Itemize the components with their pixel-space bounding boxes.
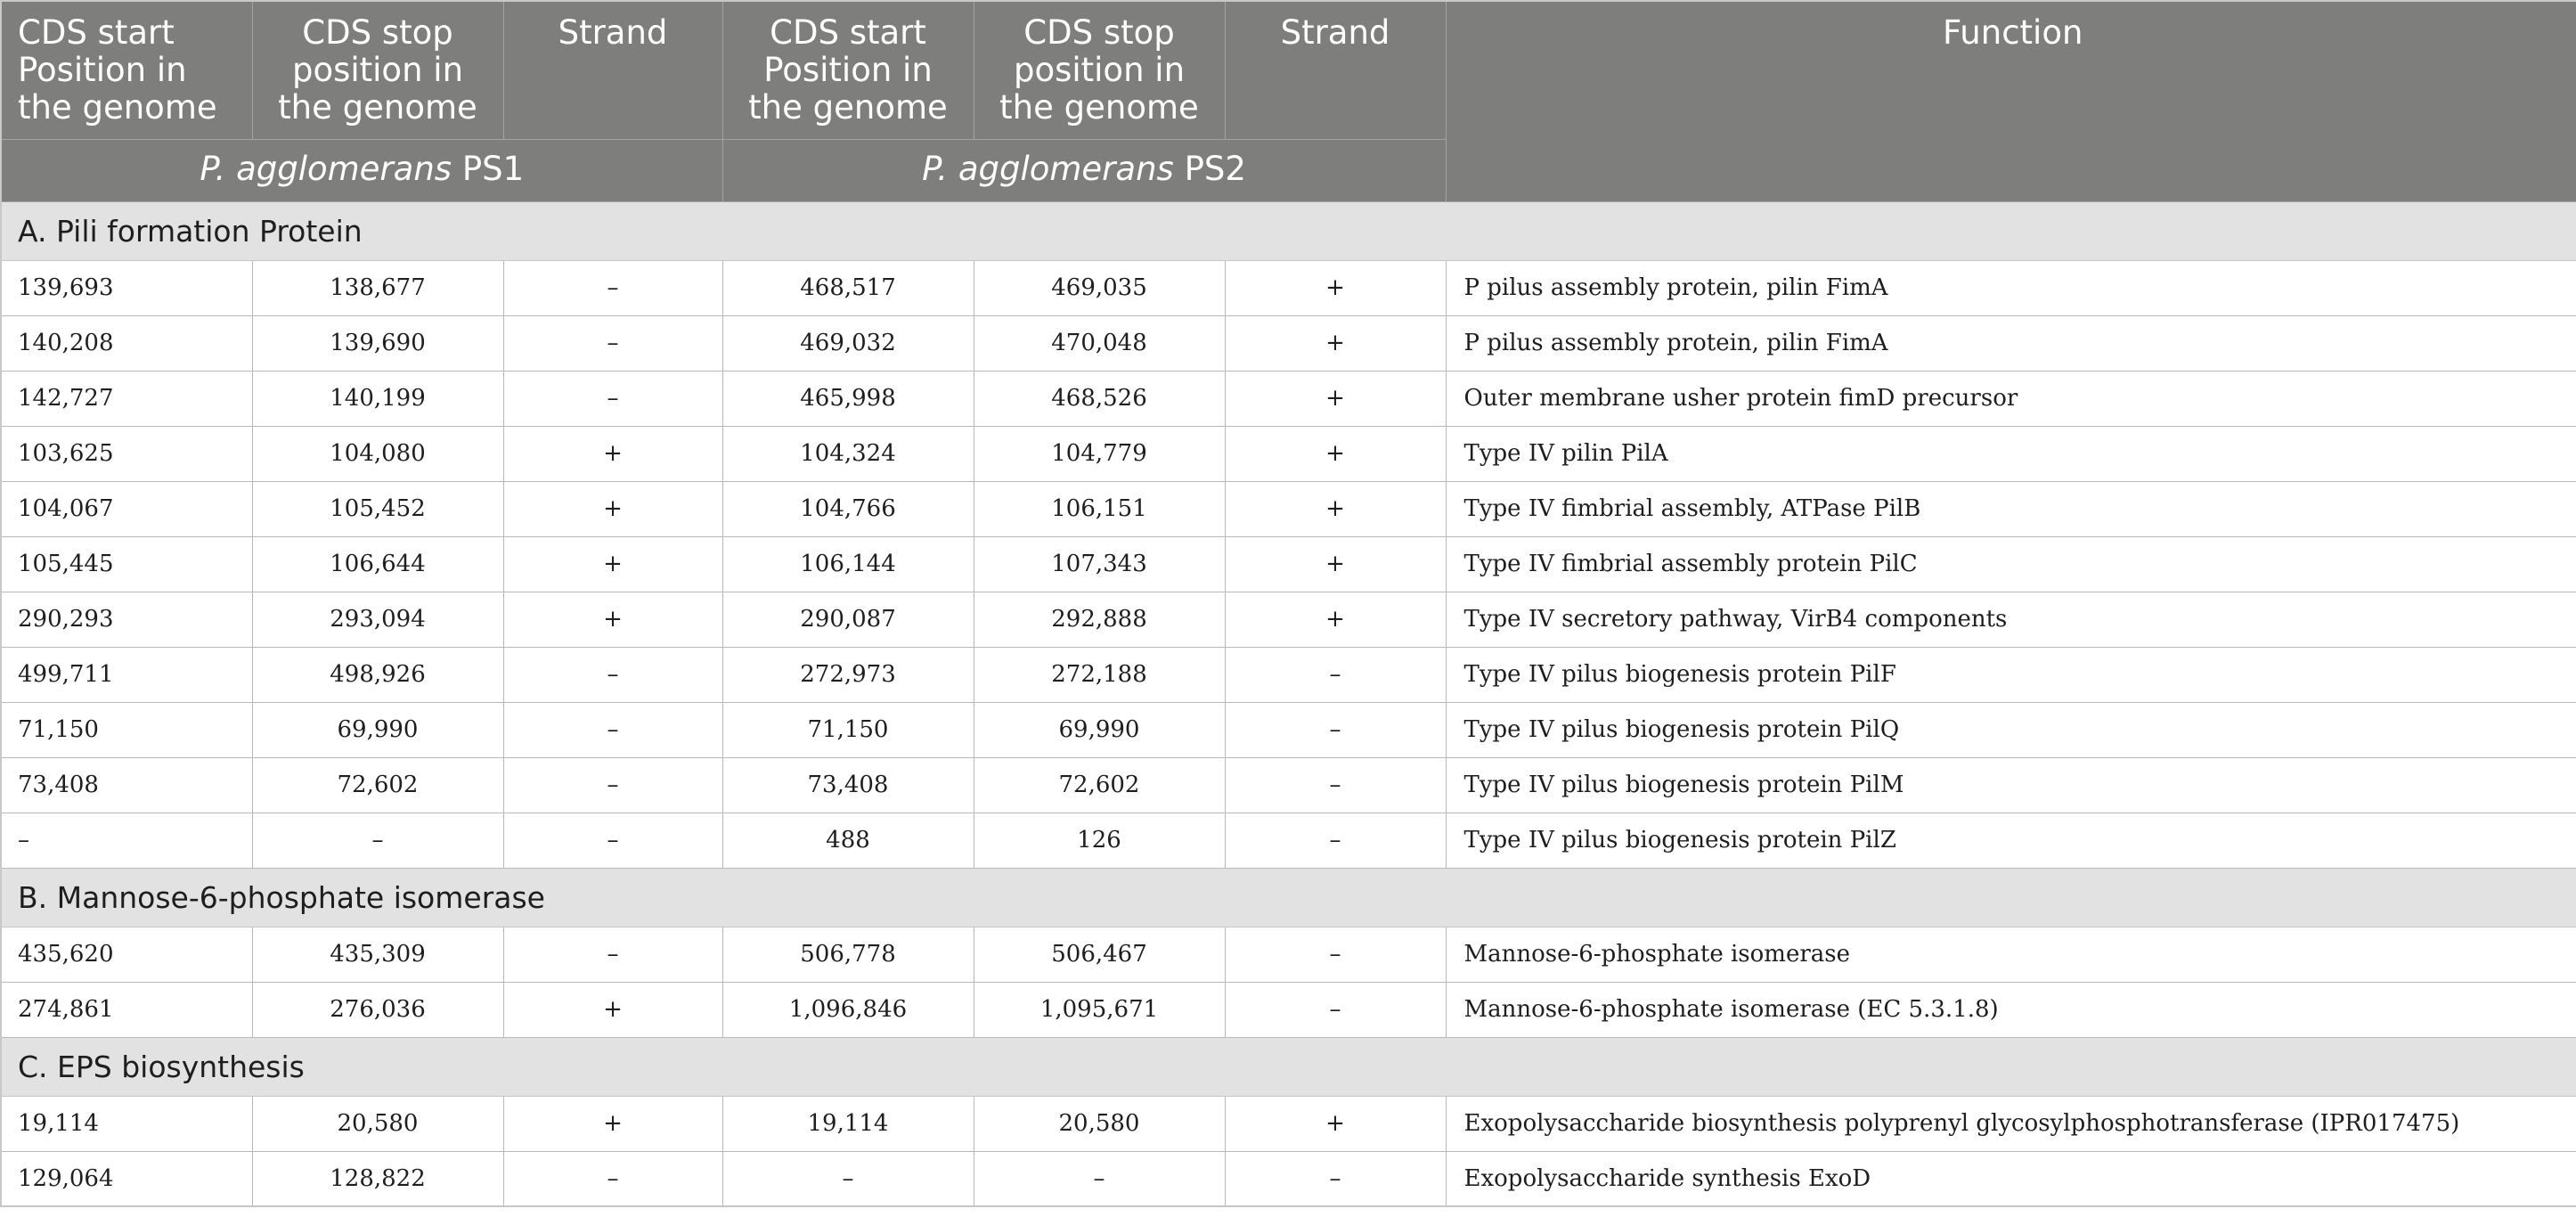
cell-ps2-stop: 468,526 bbox=[974, 371, 1225, 426]
cell-ps1-start: 19,114 bbox=[1, 1096, 252, 1151]
header-ps1-strand: Strand bbox=[503, 1, 722, 139]
section-title: B. Mannose-6-phosphate isomerase bbox=[1, 868, 2576, 927]
cell-ps1-stop: 498,926 bbox=[252, 647, 503, 702]
cell-ps2-strand: – bbox=[1225, 647, 1446, 702]
header-ps1-cds-stop: CDS stop position in the genome bbox=[252, 1, 503, 139]
table-header bbox=[1, 1, 2576, 201]
cell-ps1-stop: 140,199 bbox=[252, 371, 503, 426]
cell-ps1-strand: + bbox=[503, 982, 722, 1037]
cell-ps2-strand: – bbox=[1225, 982, 1446, 1037]
cell-ps1-stop: 128,822 bbox=[252, 1151, 503, 1206]
table-row bbox=[1, 982, 2576, 1037]
cell-function: P pilus assembly protein, pilin FimA bbox=[1446, 315, 2576, 371]
cell-ps2-start: 465,998 bbox=[722, 371, 974, 426]
cell-ps1-start: 129,064 bbox=[1, 1151, 252, 1206]
cell-ps1-strand: – bbox=[503, 702, 722, 757]
cell-ps2-start: 272,973 bbox=[722, 647, 974, 702]
table-row bbox=[1, 536, 2576, 592]
cell-ps2-stop: 469,035 bbox=[974, 260, 1225, 315]
cell-ps2-start: 469,032 bbox=[722, 315, 974, 371]
cell-ps1-strand: – bbox=[503, 757, 722, 813]
cell-function: Type IV pilus biogenesis protein PilM bbox=[1446, 757, 2576, 813]
table-row bbox=[1, 481, 2576, 536]
cell-function: P pilus assembly protein, pilin FimA bbox=[1446, 260, 2576, 315]
cell-ps2-stop: 1,095,671 bbox=[974, 982, 1225, 1037]
cell-ps1-strand: + bbox=[503, 592, 722, 647]
cell-function: Type IV pilus biogenesis protein PilF bbox=[1446, 647, 2576, 702]
cell-ps2-strand: – bbox=[1225, 702, 1446, 757]
cell-ps2-strand: + bbox=[1225, 481, 1446, 536]
cell-ps2-stop: 272,188 bbox=[974, 647, 1225, 702]
cell-ps1-strand: – bbox=[503, 260, 722, 315]
cell-ps2-strand: + bbox=[1225, 260, 1446, 315]
cell-ps1-strand: + bbox=[503, 481, 722, 536]
cell-ps2-start: 488 bbox=[722, 813, 974, 868]
cell-ps2-strand: – bbox=[1225, 757, 1446, 813]
cell-ps1-strand: – bbox=[503, 315, 722, 371]
table-row bbox=[1, 260, 2576, 315]
cell-ps2-strand: + bbox=[1225, 592, 1446, 647]
cell-function: Outer membrane usher protein fimD precursor bbox=[1446, 371, 2576, 426]
header-ps2-cds-start: CDS start Position in the genome bbox=[722, 1, 974, 139]
cell-ps2-stop: 106,151 bbox=[974, 481, 1225, 536]
cell-ps1-start: 103,625 bbox=[1, 426, 252, 481]
cell-ps1-stop: 105,452 bbox=[252, 481, 503, 536]
header-function: Function bbox=[1446, 1, 2576, 201]
cell-ps1-stop: 293,094 bbox=[252, 592, 503, 647]
header-ps1-cds-start: CDS start Position in the genome bbox=[1, 1, 252, 139]
cell-ps1-strand: + bbox=[503, 1096, 722, 1151]
cell-ps1-start: 140,208 bbox=[1, 315, 252, 371]
cell-function: Type IV fimbrial assembly, ATPase PilB bbox=[1446, 481, 2576, 536]
cell-ps2-strand: – bbox=[1225, 1151, 1446, 1206]
cell-ps2-strand: + bbox=[1225, 426, 1446, 481]
group-ps2-strain: PS2 bbox=[1184, 149, 1246, 188]
cell-ps1-start: – bbox=[1, 813, 252, 868]
header-ps2-strand: Strand bbox=[1225, 1, 1446, 139]
cell-ps2-strand: – bbox=[1225, 813, 1446, 868]
cell-ps2-strand: + bbox=[1225, 536, 1446, 592]
cell-function: Type IV pilus biogenesis protein PilQ bbox=[1446, 702, 2576, 757]
group-ps1-species: P. agglomerans bbox=[200, 149, 452, 188]
cell-ps1-start: 142,727 bbox=[1, 371, 252, 426]
cell-ps1-stop: 276,036 bbox=[252, 982, 503, 1037]
cell-ps1-stop: – bbox=[252, 813, 503, 868]
table-row bbox=[1, 702, 2576, 757]
group-ps1-strain: PS1 bbox=[461, 149, 525, 188]
header-ps2-cds-stop: CDS stop position in the genome bbox=[974, 1, 1225, 139]
cell-ps2-start: 19,114 bbox=[722, 1096, 974, 1151]
cell-ps1-strand: – bbox=[503, 647, 722, 702]
cell-ps1-start: 139,693 bbox=[1, 260, 252, 315]
cell-ps2-start: 290,087 bbox=[722, 592, 974, 647]
cell-ps2-start: 106,144 bbox=[722, 536, 974, 592]
section-header-row bbox=[1, 868, 2576, 927]
cell-ps2-stop: 470,048 bbox=[974, 315, 1225, 371]
cell-function: Exopolysaccharide synthesis ExoD bbox=[1446, 1151, 2576, 1206]
table-row bbox=[1, 927, 2576, 982]
cell-ps2-stop: 292,888 bbox=[974, 592, 1225, 647]
cell-ps1-stop: 139,690 bbox=[252, 315, 503, 371]
cell-ps2-stop: 126 bbox=[974, 813, 1225, 868]
cell-ps2-start: 506,778 bbox=[722, 927, 974, 982]
table-row bbox=[1, 757, 2576, 813]
table-row bbox=[1, 1096, 2576, 1151]
cell-ps2-start: 73,408 bbox=[722, 757, 974, 813]
section-title: A. Pili formation Protein bbox=[1, 201, 2576, 260]
section-title: C. EPS biosynthesis bbox=[1, 1037, 2576, 1096]
cell-ps2-stop: – bbox=[974, 1151, 1225, 1206]
cell-ps2-stop: 20,580 bbox=[974, 1096, 1225, 1151]
cell-function: Type IV pilin PilA bbox=[1446, 426, 2576, 481]
cell-function: Mannose-6-phosphate isomerase (EC 5.3.1.8) bbox=[1446, 982, 2576, 1037]
cell-function: Type IV fimbrial assembly protein PilC bbox=[1446, 536, 2576, 592]
cell-ps1-stop: 104,080 bbox=[252, 426, 503, 481]
group-header-ps2 bbox=[722, 139, 1446, 201]
cell-ps1-start: 105,445 bbox=[1, 536, 252, 592]
table-row bbox=[1, 315, 2576, 371]
table-row bbox=[1, 426, 2576, 481]
cell-ps1-start: 499,711 bbox=[1, 647, 252, 702]
cell-ps1-start: 274,861 bbox=[1, 982, 252, 1037]
cell-ps2-strand: – bbox=[1225, 927, 1446, 982]
cell-ps2-stop: 107,343 bbox=[974, 536, 1225, 592]
table-row bbox=[1, 813, 2576, 868]
cell-ps1-stop: 138,677 bbox=[252, 260, 503, 315]
cell-ps1-strand: – bbox=[503, 371, 722, 426]
cell-ps2-strand: + bbox=[1225, 315, 1446, 371]
cell-ps2-start: 104,324 bbox=[722, 426, 974, 481]
cell-function: Type IV pilus biogenesis protein PilZ bbox=[1446, 813, 2576, 868]
cell-function: Exopolysaccharide biosynthesis polyprenyl glycosylphosphotransferase (IPR017475) bbox=[1446, 1096, 2576, 1151]
cell-ps1-start: 73,408 bbox=[1, 757, 252, 813]
cell-ps1-stop: 72,602 bbox=[252, 757, 503, 813]
cell-ps1-strand: – bbox=[503, 1151, 722, 1206]
group-ps2-species: P. agglomerans bbox=[922, 149, 1174, 188]
cell-ps2-start: 104,766 bbox=[722, 481, 974, 536]
cell-ps1-stop: 69,990 bbox=[252, 702, 503, 757]
cell-ps2-strand: + bbox=[1225, 1096, 1446, 1151]
cell-ps2-start: 468,517 bbox=[722, 260, 974, 315]
cell-ps1-start: 104,067 bbox=[1, 481, 252, 536]
cell-function: Mannose-6-phosphate isomerase bbox=[1446, 927, 2576, 982]
table-row bbox=[1, 1151, 2576, 1206]
cell-ps2-stop: 506,467 bbox=[974, 927, 1225, 982]
table-row bbox=[1, 371, 2576, 426]
cell-ps1-strand: + bbox=[503, 426, 722, 481]
cell-ps2-start: 1,096,846 bbox=[722, 982, 974, 1037]
cell-function: Type IV secretory pathway, VirB4 components bbox=[1446, 592, 2576, 647]
cell-ps2-start: – bbox=[722, 1151, 974, 1206]
section-header-row bbox=[1, 1037, 2576, 1096]
cell-ps1-strand: – bbox=[503, 927, 722, 982]
cell-ps1-start: 290,293 bbox=[1, 592, 252, 647]
cell-ps1-stop: 435,309 bbox=[252, 927, 503, 982]
cell-ps2-strand: + bbox=[1225, 371, 1446, 426]
cell-ps2-stop: 72,602 bbox=[974, 757, 1225, 813]
cell-ps1-start: 71,150 bbox=[1, 702, 252, 757]
cell-ps1-strand: – bbox=[503, 813, 722, 868]
cell-ps1-start: 435,620 bbox=[1, 927, 252, 982]
table-row bbox=[1, 647, 2576, 702]
cell-ps1-stop: 106,644 bbox=[252, 536, 503, 592]
table-row bbox=[1, 592, 2576, 647]
group-header-ps1 bbox=[1, 139, 722, 201]
cell-ps2-start: 71,150 bbox=[722, 702, 974, 757]
table-body bbox=[1, 201, 2576, 1206]
section-header-row bbox=[1, 201, 2576, 260]
cell-ps1-stop: 20,580 bbox=[252, 1096, 503, 1151]
cell-ps2-stop: 104,779 bbox=[974, 426, 1225, 481]
cell-ps2-stop: 69,990 bbox=[974, 702, 1225, 757]
cell-ps1-strand: + bbox=[503, 536, 722, 592]
